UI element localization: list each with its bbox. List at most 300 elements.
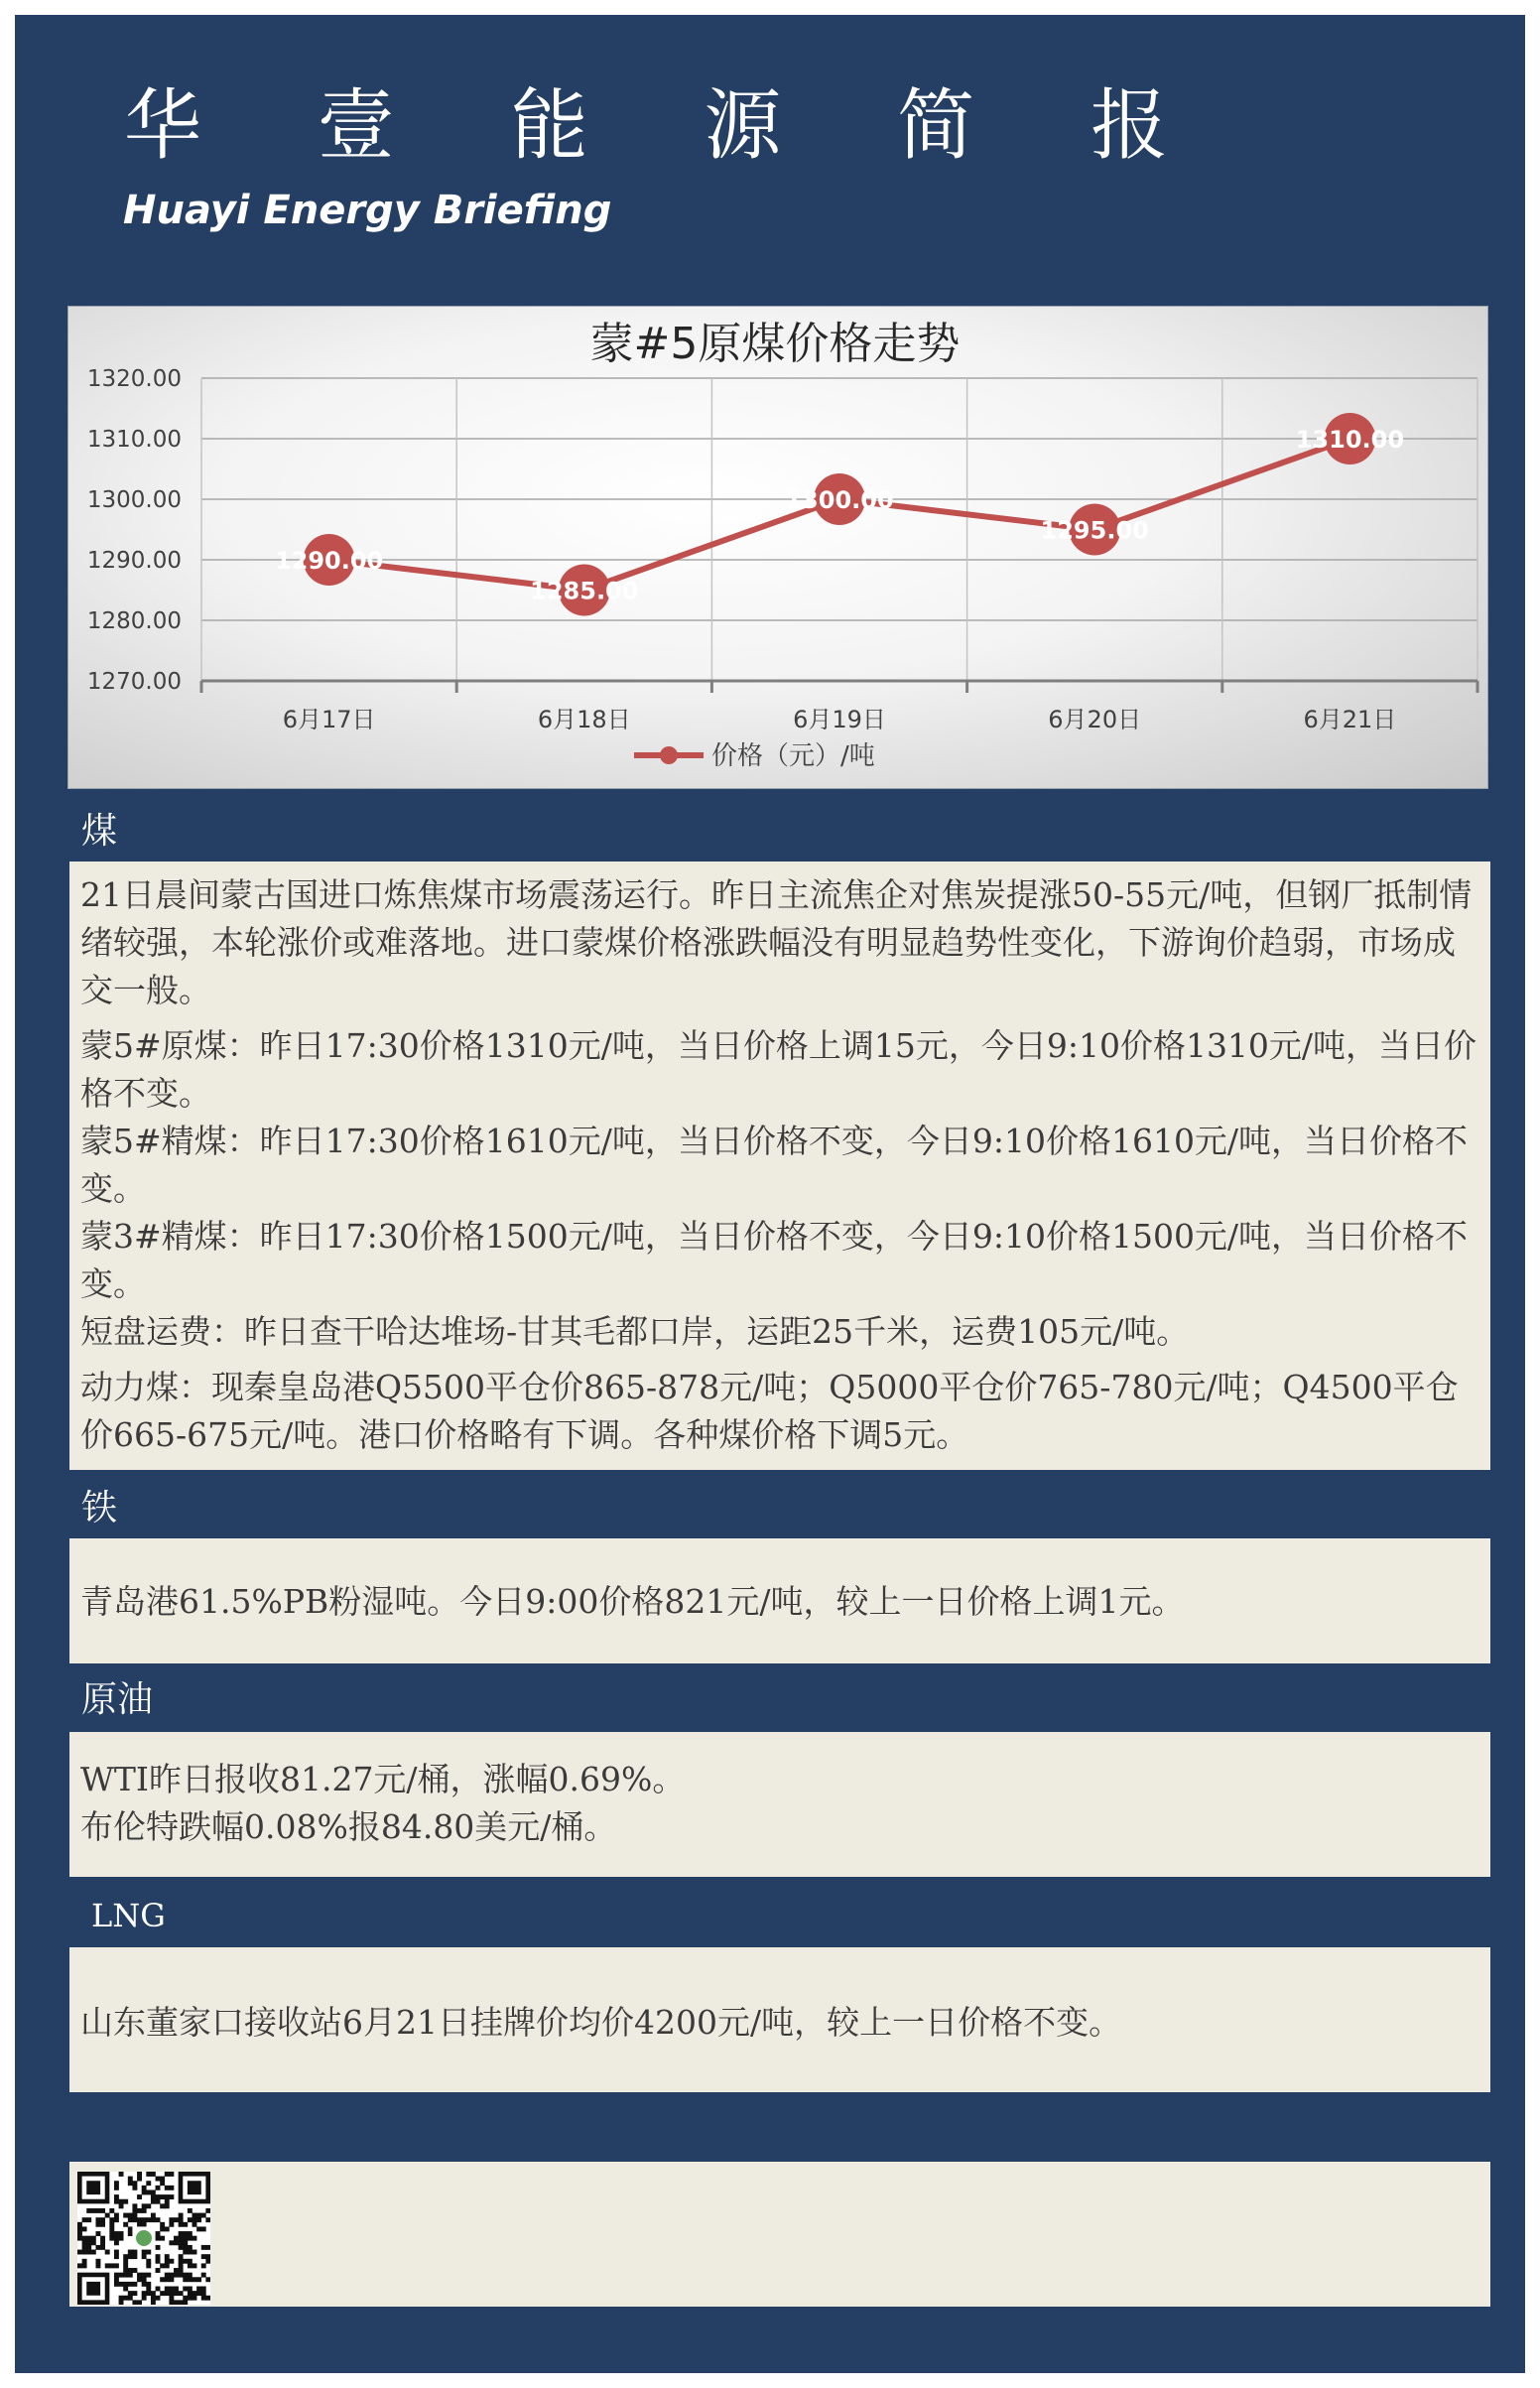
qr-module: [114, 2282, 119, 2287]
qr-module: [105, 2263, 110, 2268]
qr-module: [142, 2189, 147, 2194]
data-label: 1295.00: [1040, 516, 1149, 545]
qr-module: [146, 2259, 151, 2264]
qr-module: [86, 2236, 91, 2241]
qr-module: [82, 2263, 87, 2268]
qr-module: [95, 2217, 100, 2222]
qr-module: [188, 2208, 192, 2213]
qr-module: [188, 2287, 192, 2292]
qr-module: [146, 2263, 151, 2268]
qr-module: [100, 2208, 105, 2213]
qr-module: [146, 2282, 151, 2287]
qr-module: [123, 2296, 128, 2301]
qr-module: [142, 2186, 147, 2190]
qr-module: [77, 2236, 82, 2241]
qr-module: [165, 2291, 170, 2296]
qr-module: [179, 2231, 184, 2236]
qr-module: [137, 2177, 142, 2182]
oil-panel: [69, 1732, 1490, 1877]
qr-module: [109, 2236, 114, 2241]
qr-module: [188, 2259, 192, 2264]
qr-module: [169, 2300, 174, 2305]
x-tick-label: 6月20日: [1048, 706, 1142, 733]
lng-text: 山东董家口接收站6月21日挂牌价均价4200元/吨，较上一日价格不变。: [80, 2003, 1122, 2042]
qr-module: [132, 2300, 137, 2305]
qr-module: [188, 2245, 192, 2250]
qr-module: [77, 2250, 82, 2255]
qr-module: [151, 2189, 156, 2194]
qr-module: [156, 2217, 161, 2222]
qr-module: [128, 2226, 133, 2231]
qr-module: [165, 2273, 170, 2278]
x-tick-label: 6月17日: [282, 706, 376, 733]
qr-module: [179, 2300, 184, 2305]
qr-module: [179, 2240, 184, 2245]
page-title: 华 壹 能 源 简 报: [124, 81, 1214, 171]
qr-module: [179, 2268, 184, 2273]
qr-module: [165, 2186, 170, 2190]
qr-module: [165, 2263, 170, 2268]
qr-module: [169, 2296, 174, 2301]
qr-module: [205, 2245, 210, 2250]
qr-module: [95, 2245, 100, 2250]
qr-module: [82, 2259, 87, 2264]
qr-module: [146, 2250, 151, 2255]
qr-module: [179, 2236, 184, 2241]
qr-module: [132, 2208, 137, 2213]
qr-module: [119, 2296, 124, 2301]
qr-module: [183, 2287, 188, 2292]
qr-module: [95, 2263, 100, 2268]
qr-module: [142, 2282, 147, 2287]
qr-module: [114, 2217, 119, 2222]
coal-meng5-raw: 蒙5#原煤：昨日17:30价格1310元/吨，当日价格上调15元，今日9:10价格1310元/吨，当日价格不变。: [80, 1026, 1477, 1113]
qr-module: [188, 2217, 192, 2222]
x-tick-label: 6月19日: [793, 706, 886, 733]
qr-module: [119, 2203, 124, 2208]
qr-module: [205, 2208, 210, 2213]
qr-module: [123, 2222, 128, 2227]
qr-module: [165, 2203, 170, 2208]
qr-module: [119, 2172, 124, 2177]
qr-module: [151, 2291, 156, 2296]
qr-module: [160, 2181, 165, 2186]
qr-module: [169, 2217, 174, 2222]
coal-summary: 21日晨间蒙古国进口炼焦煤市场震荡运行。昨日主流焦企对焦炭提涨50-55元/吨，但钢厂抵制情绪较强，本轮涨价或难落地。进口蒙煤价格涨跌幅没有明显趋势性变化，下游询价趋弱，市场成交一般。: [80, 875, 1473, 1009]
qr-module: [188, 2250, 192, 2255]
qr-module: [86, 2250, 91, 2255]
qr-module: [179, 2263, 184, 2268]
qr-module: [169, 2172, 174, 2177]
qr-module: [183, 2277, 188, 2282]
qr-module: [169, 2186, 174, 2190]
section-label-oil: 原油: [81, 1679, 154, 1720]
qr-module: [174, 2287, 179, 2292]
qr-module: [123, 2287, 128, 2292]
qr-module: [192, 2263, 197, 2268]
qr-module: [114, 2236, 119, 2241]
qr-module: [95, 2231, 100, 2236]
qr-module: [137, 2172, 142, 2177]
qr-module: [109, 2231, 114, 2236]
qr-module: [183, 2259, 188, 2264]
qr-module: [114, 2263, 119, 2268]
qr-module: [196, 2226, 201, 2231]
qr-module: [114, 2213, 119, 2218]
qr-module: [114, 2231, 119, 2236]
oil-wti: WTI昨日报收81.27元/桶，涨幅0.69%。: [80, 1760, 686, 1798]
qr-module: [100, 2217, 105, 2222]
qr-module: [137, 2194, 142, 2199]
qr-module: [105, 2250, 110, 2255]
price-trend-chart: [67, 306, 1488, 789]
qr-module: [183, 2250, 188, 2255]
qr-module: [174, 2240, 179, 2245]
section-label-lng: LNG: [91, 1897, 166, 1934]
qr-module: [128, 2213, 133, 2218]
qr-module: [188, 2231, 192, 2236]
qr-module: [192, 2236, 197, 2241]
y-tick-label: 1290.00: [86, 548, 182, 574]
qr-module: [114, 2199, 119, 2204]
qr-module: [82, 2245, 87, 2250]
qr-module: [183, 2273, 188, 2278]
qr-module: [119, 2282, 124, 2287]
qr-code-icon: [77, 2172, 210, 2305]
qr-module: [123, 2254, 128, 2259]
qr-module: [156, 2296, 161, 2301]
iron-panel: [69, 1538, 1490, 1663]
qr-module: [156, 2245, 161, 2250]
qr-module: [137, 2300, 142, 2305]
qr-module: [114, 2254, 119, 2259]
qr-module: [201, 2213, 206, 2218]
x-tick-label: 6月18日: [537, 706, 631, 733]
qr-module: [142, 2291, 147, 2296]
qr-module: [156, 2236, 161, 2241]
qr-module: [86, 2181, 100, 2194]
qr-module: [146, 2291, 151, 2296]
qr-module: [82, 2250, 87, 2255]
qr-module: [132, 2291, 137, 2296]
qr-module: [196, 2213, 201, 2218]
qr-module: [179, 2273, 184, 2278]
iron-text: 青岛港61.5%PB粉湿吨。今日9:00价格821元/吨，较上一日价格上调1元。: [80, 1582, 1185, 1621]
qr-module: [201, 2296, 206, 2301]
qr-module: [114, 2181, 119, 2186]
qr-module: [169, 2277, 174, 2282]
oil-brent: 布伦特跌幅0.08%报84.80美元/桶。: [80, 1807, 617, 1846]
lng-panel: [69, 1947, 1490, 2092]
qr-module: [142, 2296, 147, 2301]
qr-module: [160, 2226, 165, 2231]
qr-module: [114, 2194, 119, 2199]
legend-marker: [660, 746, 678, 764]
qr-module: [179, 2254, 184, 2259]
qr-module: [156, 2231, 161, 2236]
qr-module: [119, 2273, 124, 2278]
qr-module: [109, 2226, 114, 2231]
qr-module: [123, 2263, 128, 2268]
qr-module: [188, 2273, 192, 2278]
qr-module: [160, 2277, 165, 2282]
qr-module: [132, 2217, 137, 2222]
qr-module: [156, 2186, 161, 2190]
coal-thermal: 动力煤：现秦皇岛港Q5500平仓价865-878元/吨；Q5000平仓价765-780元/吨；Q4500平仓价665-675元/吨。港口价格略有下调。各种煤价格下调5元。: [80, 1368, 1459, 1454]
qr-module: [146, 2172, 151, 2177]
qr-module: [174, 2273, 179, 2278]
qr-module: [183, 2296, 188, 2301]
qr-module: [86, 2240, 91, 2245]
qr-module: [188, 2236, 192, 2241]
data-label: 1290.00: [274, 547, 384, 575]
coal-meng3-washed: 蒙3#精煤：昨日17:30价格1500元/吨，当日价格不变，今日9:10价格1500元/吨，当日价格不变。: [80, 1217, 1469, 1303]
qr-module: [128, 2254, 133, 2259]
qr-module: [128, 2231, 133, 2236]
qr-module: [137, 2222, 142, 2227]
qr-module: [151, 2300, 156, 2305]
qr-module: [179, 2259, 184, 2264]
qr-module: [142, 2217, 147, 2222]
qr-module: [196, 2291, 201, 2296]
qr-module: [128, 2296, 133, 2301]
qr-module: [100, 2240, 105, 2245]
qr-module: [183, 2240, 188, 2245]
qr-module: [205, 2217, 210, 2222]
qr-module: [95, 2222, 100, 2227]
qr-module: [119, 2199, 124, 2204]
qr-module: [128, 2282, 133, 2287]
y-tick-label: 1300.00: [86, 487, 182, 513]
qr-module: [165, 2172, 170, 2177]
qr-module: [100, 2222, 105, 2227]
qr-module: [91, 2240, 96, 2245]
qr-module: [123, 2213, 128, 2218]
qr-module: [114, 2186, 119, 2190]
qr-module: [156, 2287, 161, 2292]
qr-module: [169, 2273, 174, 2278]
y-tick-label: 1280.00: [86, 608, 182, 634]
y-tick-label: 1310.00: [86, 427, 182, 453]
qr-module: [86, 2245, 91, 2250]
qr-module: [179, 2217, 184, 2222]
qr-module: [128, 2250, 133, 2255]
qr-module: [160, 2203, 165, 2208]
qr-module: [192, 2222, 197, 2227]
qr-module: [123, 2259, 128, 2264]
qr-module: [109, 2263, 114, 2268]
qr-module: [188, 2291, 192, 2296]
qr-module: [165, 2277, 170, 2282]
qr-module: [77, 2231, 82, 2236]
qr-module: [128, 2268, 133, 2273]
qr-module: [188, 2296, 192, 2301]
qr-module: [146, 2203, 151, 2208]
qr-module: [137, 2208, 142, 2213]
qr-module: [183, 2222, 188, 2227]
qr-module: [146, 2217, 151, 2222]
qr-module: [119, 2231, 124, 2236]
qr-module: [128, 2273, 133, 2278]
qr-module: [188, 2263, 192, 2268]
data-label: 1285.00: [530, 577, 639, 605]
qr-module: [188, 2277, 192, 2282]
qr-module: [156, 2177, 161, 2182]
qr-module: [109, 2217, 114, 2222]
qr-module: [165, 2199, 170, 2204]
qr-module: [192, 2213, 197, 2218]
qr-module: [196, 2287, 201, 2292]
qr-module: [128, 2291, 133, 2296]
qr-module: [151, 2194, 156, 2199]
footer-panel: [69, 2162, 1490, 2307]
qr-module: [95, 2259, 100, 2264]
qr-module: [160, 2291, 165, 2296]
qr-module: [165, 2259, 170, 2264]
qr-module: [151, 2213, 156, 2218]
legend-label: 价格（元）/吨: [711, 741, 875, 771]
qr-module: [174, 2300, 179, 2305]
qr-module: [132, 2268, 137, 2273]
qr-module: [123, 2282, 128, 2287]
qr-module: [77, 2263, 82, 2268]
qr-module: [201, 2273, 206, 2278]
qr-module: [201, 2287, 206, 2292]
qr-module: [142, 2250, 147, 2255]
qr-module: [95, 2208, 100, 2213]
qr-module: [183, 2236, 188, 2241]
qr-module: [123, 2268, 128, 2273]
qr-module: [119, 2300, 124, 2305]
qr-module: [169, 2287, 174, 2292]
qr-module: [156, 2259, 161, 2264]
qr-module: [169, 2222, 174, 2227]
qr-module: [169, 2240, 174, 2245]
qr-module: [132, 2254, 137, 2259]
coal-freight: 短盘运费：昨日查干哈达堆场-甘其毛都口岸，运距25千米，运费105元/吨。: [80, 1312, 1190, 1351]
qr-module: [192, 2296, 197, 2301]
qr-module: [160, 2222, 165, 2227]
qr-module: [169, 2194, 174, 2199]
qr-module: [174, 2291, 179, 2296]
qr-module: [174, 2236, 179, 2241]
qr-module: [179, 2222, 184, 2227]
qr-module: [188, 2181, 201, 2194]
qr-module: [132, 2203, 137, 2208]
qr-module: [119, 2236, 124, 2241]
qr-module: [201, 2291, 206, 2296]
qr-module: [146, 2181, 151, 2186]
qr-module: [160, 2194, 165, 2199]
y-tick-label: 1270.00: [86, 669, 182, 695]
qr-module: [142, 2273, 147, 2278]
qr-module: [165, 2287, 170, 2292]
qr-module: [146, 2273, 151, 2278]
chart-svg: [68, 307, 1489, 790]
qr-module: [169, 2291, 174, 2296]
qr-module: [183, 2300, 188, 2305]
qr-module: [201, 2226, 206, 2231]
data-label: 1310.00: [1295, 426, 1405, 454]
qr-code-graphic: [77, 2172, 210, 2305]
section-label-iron: 铁: [81, 1488, 118, 1528]
qr-module: [179, 2245, 184, 2250]
qr-module: [142, 2203, 147, 2208]
qr-module: [205, 2277, 210, 2282]
qr-module: [201, 2263, 206, 2268]
qr-module: [174, 2217, 179, 2222]
qr-module: [86, 2217, 91, 2222]
qr-module: [142, 2277, 147, 2282]
qr-module: [109, 2222, 114, 2227]
qr-module: [91, 2208, 96, 2213]
qr-module: [128, 2177, 133, 2182]
qr-module: [165, 2254, 170, 2259]
qr-module: [86, 2282, 100, 2296]
qr-module: [201, 2245, 206, 2250]
qr-module: [132, 2181, 137, 2186]
qr-module: [196, 2217, 201, 2222]
qr-module: [192, 2250, 197, 2255]
qr-module: [179, 2291, 184, 2296]
chart-title: 蒙#5原煤价格走势: [589, 319, 961, 369]
qr-module: [114, 2240, 119, 2245]
qr-module: [160, 2236, 165, 2241]
qr-module: [137, 2217, 142, 2222]
qr-module: [114, 2273, 119, 2278]
qr-module: [114, 2277, 119, 2282]
y-tick-label: 1320.00: [86, 366, 182, 392]
page-subtitle: Huayi Energy Briefing: [123, 188, 612, 233]
qr-module: [82, 2240, 87, 2245]
qr-module: [128, 2181, 133, 2186]
qr-module: [82, 2236, 87, 2241]
qr-module: [132, 2186, 137, 2190]
qr-module: [151, 2199, 156, 2204]
qr-module: [109, 2208, 114, 2213]
qr-module: [169, 2259, 174, 2264]
qr-module: [151, 2172, 156, 2177]
qr-module: [146, 2189, 151, 2194]
qr-module: [192, 2217, 197, 2222]
coal-panel: [69, 862, 1490, 1470]
qr-module: [156, 2268, 161, 2273]
qr-module: [156, 2194, 161, 2199]
section-label-coal: 煤: [81, 811, 118, 852]
qr-module: [165, 2226, 170, 2231]
qr-module: [123, 2273, 128, 2278]
qr-module: [205, 2254, 210, 2259]
qr-module: [156, 2199, 161, 2204]
qr-module: [100, 2236, 105, 2241]
qr-module: [132, 2282, 137, 2287]
qr-module: [123, 2199, 128, 2204]
qr-module: [105, 2213, 110, 2218]
qr-module: [165, 2194, 170, 2199]
qr-module: [142, 2222, 147, 2227]
qr-module: [151, 2296, 156, 2301]
qr-module: [146, 2287, 151, 2292]
x-tick-label: 6月21日: [1303, 706, 1397, 733]
qr-module: [183, 2245, 188, 2250]
qr-module: [196, 2277, 201, 2282]
qr-module: [91, 2250, 96, 2255]
qr-module: [100, 2245, 105, 2250]
qr-module: [77, 2226, 82, 2231]
qr-module: [128, 2217, 133, 2222]
qr-module: [91, 2236, 96, 2241]
qr-module: [142, 2254, 147, 2259]
